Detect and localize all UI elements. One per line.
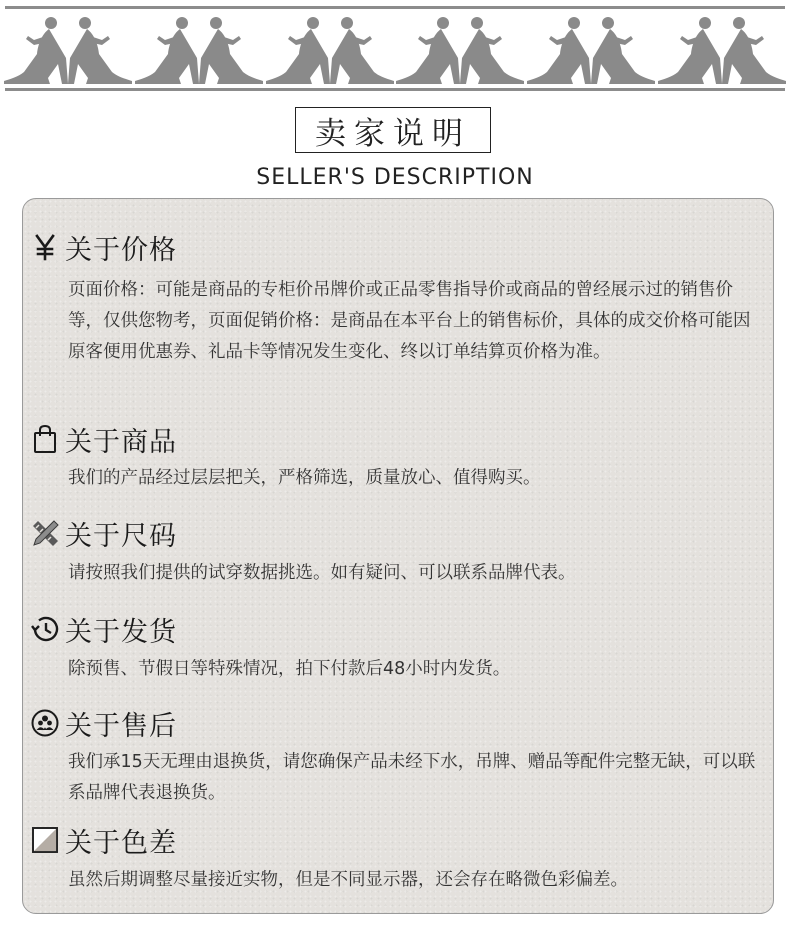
section-goods-title: 关于商品 bbox=[65, 426, 177, 458]
section-price-title: 关于价格 bbox=[65, 234, 177, 266]
bottom-divider bbox=[5, 88, 785, 91]
brand-logo bbox=[4, 14, 132, 84]
section-price-header bbox=[29, 229, 177, 265]
section-after-sales-body: 我们承15天无理由退换货，请您确保产品未经下水，吊牌、赠品等配件完整无缺，可以联系品牌代表退换货。 bbox=[68, 752, 756, 803]
section-color-difference-body: 虽然后期调整尽量接近实物，但是不同显示器，还会存在略微色彩偏差。 bbox=[68, 870, 628, 890]
section-price-body: 页面价格：可能是商品的专柜价吊牌价或正品零售指导价或商品的曾经展示过的销售价等，仅供您物考，页面促销价格：是商品在本平台上的销售标价，具体的成交价格可能因原客便用优惠券、礼品卡等情况发生变化、终以订单结算页价格为准。 bbox=[68, 280, 751, 362]
section-shipping-header bbox=[29, 611, 177, 647]
brand-logo bbox=[396, 14, 524, 84]
yen-icon bbox=[29, 231, 61, 263]
ruler-pencil-icon bbox=[29, 517, 61, 549]
section-goods-header bbox=[29, 421, 177, 457]
shopping-bag-icon bbox=[29, 423, 61, 455]
customer-service-icon bbox=[29, 707, 61, 739]
section-color-difference-header bbox=[29, 822, 177, 858]
section-size-header bbox=[29, 515, 177, 551]
section-color-difference-title: 关于色差 bbox=[65, 827, 177, 859]
color-swatch-icon bbox=[29, 824, 61, 856]
section-goods-body: 我们的产品经过层层把关，严格筛选，质量放心、值得购买。 bbox=[68, 468, 541, 488]
page-title: 卖家说明 bbox=[295, 107, 491, 153]
section-shipping-body: 除预售、节假日等特殊情况，拍下付款后48小时内发货。 bbox=[68, 659, 511, 679]
brand-logo bbox=[658, 14, 786, 84]
history-clock-icon bbox=[29, 613, 61, 645]
top-divider bbox=[5, 6, 785, 9]
brand-logo bbox=[135, 14, 263, 84]
section-after-sales-title: 关于售后 bbox=[65, 710, 177, 742]
section-after-sales-header bbox=[29, 705, 177, 741]
section-shipping-title: 关于发货 bbox=[65, 616, 177, 648]
brand-logo bbox=[527, 14, 655, 84]
description-panel bbox=[22, 198, 774, 914]
brand-logo bbox=[266, 14, 394, 84]
page-subtitle: SELLER'S DESCRIPTION bbox=[256, 165, 534, 190]
section-size-title: 关于尺码 bbox=[65, 520, 177, 552]
brand-logo-banner bbox=[0, 14, 790, 84]
section-size-body: 请按照我们提供的试穿数据挑选。如有疑问、可以联系品牌代表。 bbox=[68, 563, 576, 583]
